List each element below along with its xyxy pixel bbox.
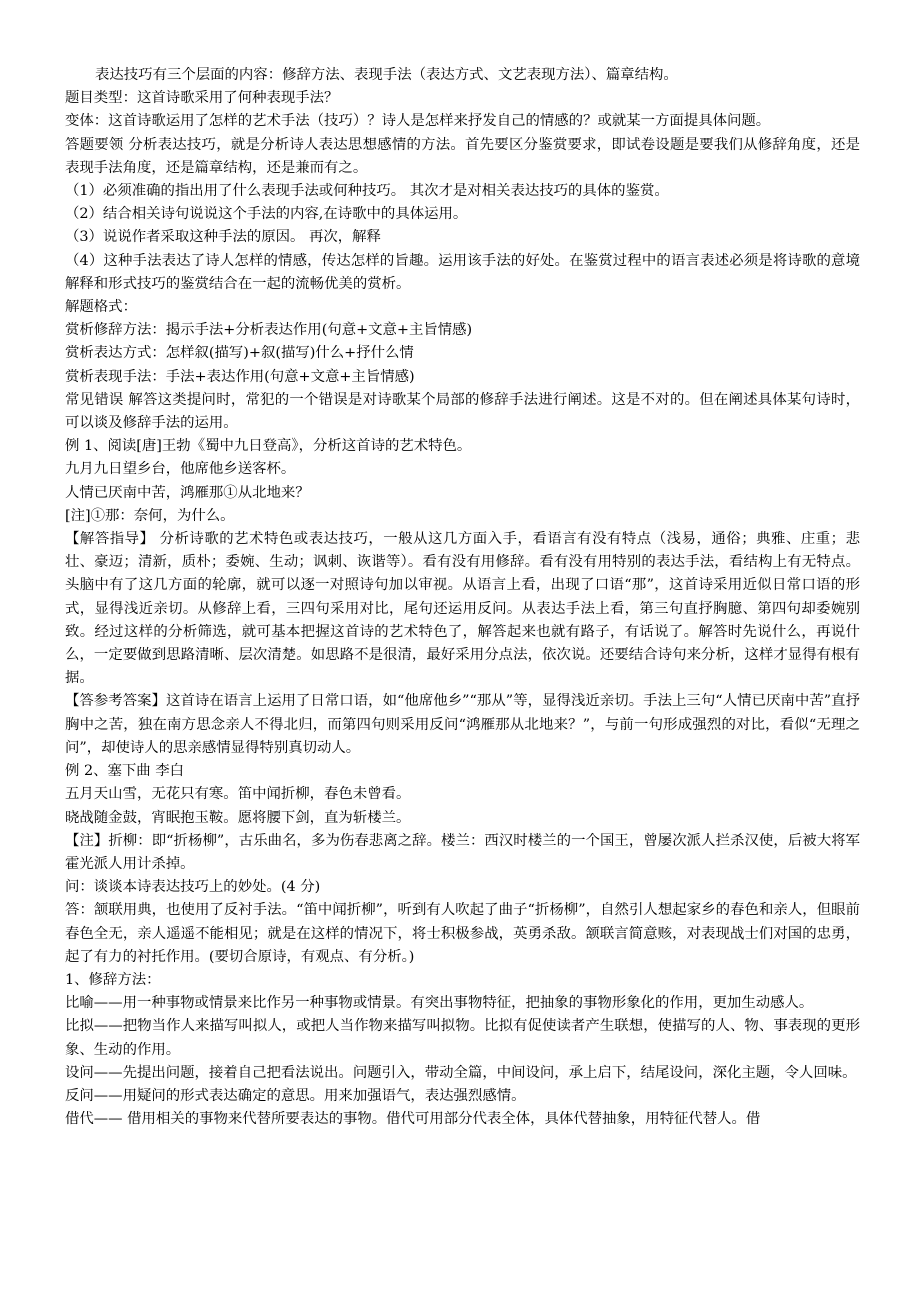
step-3: （3）说说作者采取这种手法的原因。 再次，解释 [65, 229, 381, 246]
answer-guidance: 【解答指导】 分析诗歌的艺术特色或表达技巧，一般从这几方面入手，看语言有没有特点（浅易，通俗；典雅、庄重；悲壮、豪迈；清新，质朴；委婉、生动；讽刺、诙谐等）。看有没有用修辞。看有没有用特别的表达手法，看结构上有无特点。头脑中有了这几方面的轮廓，就可以逐一对照诗句加以审视。从语言上看，出现了口语“那”，这首诗采用近似日常口语的形式，显得浅近亲切。从修辞上看，三四句采用对比，尾句还运用反问。从表达手法上看，第三句直抒胸臆、第四句却委婉别致。经过这样的分析筛选，就可基本把握这首诗的艺术特色了，解答起来也就有路子，有话说了。解答时先说什么，再说什么，一定要做到思路清晰、层次清楚。如思路不是很清，最好采用分点法，依次说。还要结合诗句来分析，这样才显得有根有据。 [65, 531, 860, 687]
poem-1-note: [注]①那：奈何，为什么。 [65, 507, 235, 524]
example-2-question: 问：谈谈本诗表达技巧上的妙处。(4 分) [65, 879, 321, 896]
step-1: （1）必须准确的指出用了什么表现手法或何种技巧。 其次才是对相关表达技巧的具体的鉴赏。 [65, 183, 669, 200]
poem-1-line-1: 九月九日望乡台，他席他乡送客杯。 [65, 461, 296, 478]
format-heading: 解题格式： [65, 299, 137, 316]
step-2: （2）结合相关诗句说说这个手法的内容,在诗歌中的具体运用。 [65, 206, 468, 223]
poem-2-line-1: 五月天山雪，无花只有寒。笛中闻折柳，春色未曾看。 [65, 786, 411, 803]
poem-2-line-2: 晓战随金鼓，宵眠抱玉鞍。愿将腰下剑，直为斩楼兰。 [65, 809, 411, 826]
format-rhetoric: 赏析修辞方法：揭示手法+分析表达作用(句意+文意+主旨情感) [65, 322, 473, 339]
intro-paragraph: 表达技巧有三个层面的内容：修辞方法、表现手法（表达方式、文艺表现方法）、篇章结构。 [95, 67, 678, 83]
question-variant: 变体：这首诗歌运用了怎样的艺术手法（技巧）？诗人是怎样来抒发自己的情感的？或就某一方面提具体问题。 [65, 113, 771, 130]
step-4: （4）这种手法表达了诗人怎样的情感，传达怎样的旨趣。运用该手法的好处。在鉴赏过程中的语言表述必须是将诗歌的意境解释和形式技巧的鉴赏结合在一起的流畅优美的赏析。 [65, 252, 860, 292]
rhetoric-metonymy: 借代—— 借用相关的事物来代替所要表达的事物。借代可用部分代表全体，具体代替抽象，用特征代替人。借 [65, 1111, 761, 1128]
reference-answer: 【答参考答案】这首诗在语言上运用了日常口语，如“他席他乡”“那从”等，显得浅近亲切。手法上三句“人情已厌南中苦”直抒胸中之苦，独在南方思念亲人不得北归，而第四句则采用反问“鸿雁那从北地来？”，与前一句形成强烈的对比，看似“无理之问”，却使诗人的思亲感情显得特别真切动人。 [65, 693, 860, 756]
format-expression: 赏析表达方式：怎样叙(描写)+叙(描写)什么+抒什么情 [65, 345, 414, 362]
rhetoric-rhetorical-question: 设问——先提出问题，接着自己把看法说出。问题引入，带动全篇，中间设问，承上启下，结尾设问，深化主题，令人回味。 [65, 1064, 857, 1081]
example-2-heading: 例 2、塞下曲 李白 [65, 763, 185, 780]
format-technique: 赏析表现手法：手法+表达作用(句意+文意+主旨情感) [65, 368, 415, 385]
rhetoric-metaphor: 比喻——用一种事物或情景来比作另一种事物或情景。有突出事物特征，把抽象的事物形象化的作用，更加生动感人。 [65, 995, 814, 1012]
common-errors: 常见错误 解答这类提问时，常犯的一个错误是对诗歌某个局部的修辞手法进行阐述。这是不对的。但在阐述具体某句诗时，可以谈及修辞手法的运用。 [65, 391, 860, 432]
rhetoric-counter-question: 反问——用疑问的形式表达确定的意思。用来加强语气，表达强烈感情。 [65, 1087, 526, 1104]
example-2-answer: 答：颔联用典，也使用了反衬手法。“笛中闻折柳”，听到有人吹起了曲子“折杨柳”，自然引人想起家乡的春色和亲人，但眼前春色全无，亲人遥遥不能相见；就是在这样的情况下，将士积极参战，英勇杀敌。颔联言简意赅，对表现战士们对国的忠勇，起了有力的衬托作用。(要切合原诗，有观点、有分析。) [65, 902, 860, 965]
rhetoric-personification: 比拟——把物当作人来描写叫拟人，或把人当作物来描写叫拟物。比拟有促使读者产生联想，使描写的人、物、事表现的更形象、生动的作用。 [65, 1018, 860, 1058]
question-type: 题目类型：这首诗歌采用了何种表现手法？ [65, 90, 339, 107]
answer-key-points: 答题要领 分析表达技巧，就是分析诗人表达思想感情的方法。首先要区分鉴赏要求，即试卷设题是要我们从修辞角度，还是表现手法角度，还是篇章结构，还是兼而有之。 [65, 136, 860, 176]
example-1-heading: 例 1、阅读[唐]王勃《蜀中九日登高》，分析这首诗的艺术特色。 [65, 438, 472, 455]
section-rhetoric-heading: 1、修辞方法： [65, 971, 161, 988]
poem-2-note: 【注】折柳：即“折杨柳”，古乐曲名，多为伤春悲离之辞。楼兰：西汉时楼兰的一个国王，曾屡次派人拦杀汉使，后被大将军霍光派人用计杀掉。 [65, 832, 860, 872]
poem-1-line-2: 人情已厌南中苦，鸿雁那①从北地来？ [65, 484, 310, 501]
